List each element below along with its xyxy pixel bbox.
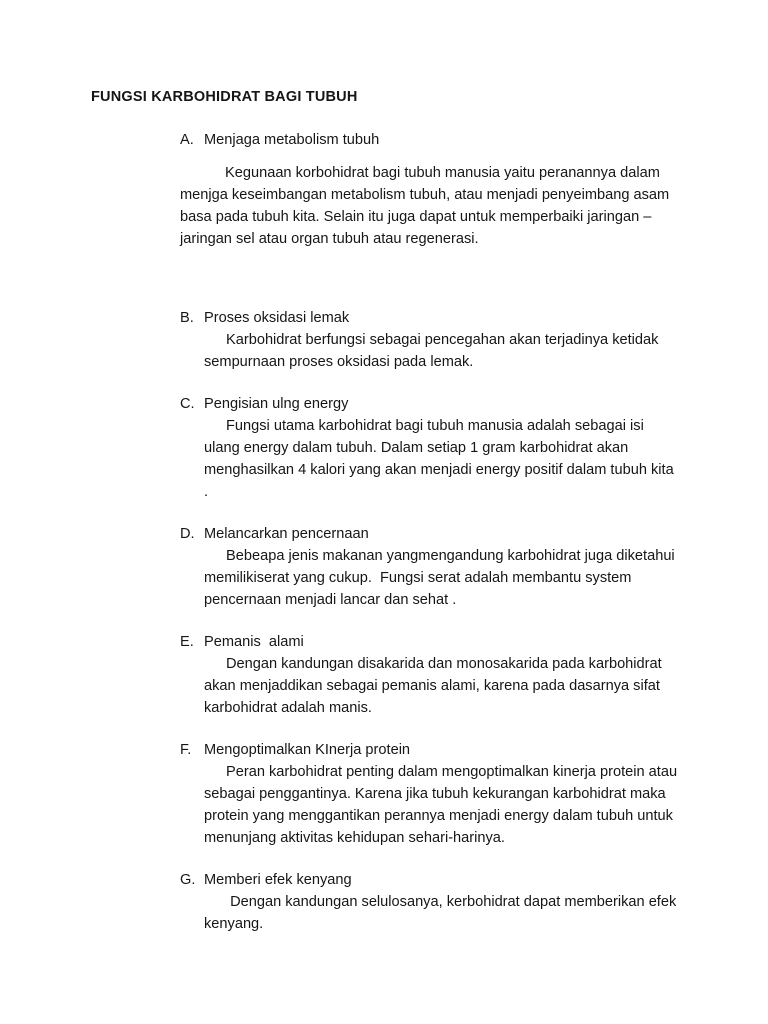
section-g [180,869,681,935]
section-d-heading-row [180,523,678,545]
section-e-heading-row [180,631,678,653]
document-title: FUNGSI KARBOHIDRAT BAGI TUBUH [91,89,358,105]
section-c-body: Fungsi utama karbohidrat bagi tubuh manusia adalah sebagai isi ulang energy dalam tubuh. Dalam setiap 1 gram karbohidrat akan menghasilkan 4 kalori yang akan menjadi energy positif dalam tubuh kita . [204,418,678,500]
section-g-heading-row [180,869,678,891]
section-a-label: A. [180,132,194,148]
section-b [180,307,678,373]
section-b-label: B. [180,310,194,326]
section-e-body: Dengan kandungan disakarida dan monosakarida pada karbohidrat akan menjaddikan sebagai pemanis alami, karena pada dasarnya sifat karbohidrat adalah manis. [204,656,666,716]
section-a-heading-row [180,129,678,151]
section-c [180,393,678,503]
section-c-label: C. [180,396,195,412]
document-content [180,129,682,935]
section-d-title: Melancarkan pencernaan [204,526,369,542]
section-f [180,739,682,849]
section-d-label: D. [180,526,195,542]
section-e-title: Pemanis alami [204,634,304,650]
section-e-label: E. [180,634,194,650]
section-f-title: Mengoptimalkan KInerja protein [204,742,411,758]
section-f-heading-row [180,739,678,761]
section-g-title: Memberi efek kenyang [204,872,352,888]
section-g-body: Dengan kandungan selulosanya, kerbohidrat dapat memberikan efek kenyang. [204,894,681,932]
section-a [180,129,678,250]
section-b-heading-row [180,307,678,329]
section-d [180,523,678,611]
section-f-label: F. [180,742,192,758]
section-c-heading-row [180,393,678,415]
section-a-body: Kegunaan korbohidrat bagi tubuh manusia yaitu peranannya dalam menjga keseimbangan metabolism tubuh, atau menjadi penyeimbang asam basa pada tubuh kita. Selain itu juga dapat untuk memperbaiki jaringan –jaringan sel atau organ tubuh atau regenerasi. [180,165,674,247]
section-b-title: Proses oksidasi lemak [204,310,350,326]
section-c-title: Pengisian ulng energy [204,396,349,412]
section-g-label: G. [180,872,196,888]
section-a-title: Menjaga metabolism tubuh [204,132,380,148]
section-e [180,631,678,719]
section-b-body: Karbohidrat berfungsi sebagai pencegahan akan terjadinya ketidak sempurnaan proses oksidasi pada lemak. [204,332,663,370]
section-f-body: Peran karbohidrat penting dalam mengoptimalkan kinerja protein atau sebagai penggantinya. Karena jika tubuh kekurangan karbohidrat maka protein yang menggantikan perannya menjadi energy dalam tubuh untuk menunjang aktivitas kehidupan sehari-harinya. [204,764,682,846]
section-d-body: Bebeapa jenis makanan yangmengandung karbohidrat juga diketahui memilikiserat yang cukup. Fungsi serat adalah membantu system pencernaan menjadi lancar dan sehat . [204,548,679,608]
